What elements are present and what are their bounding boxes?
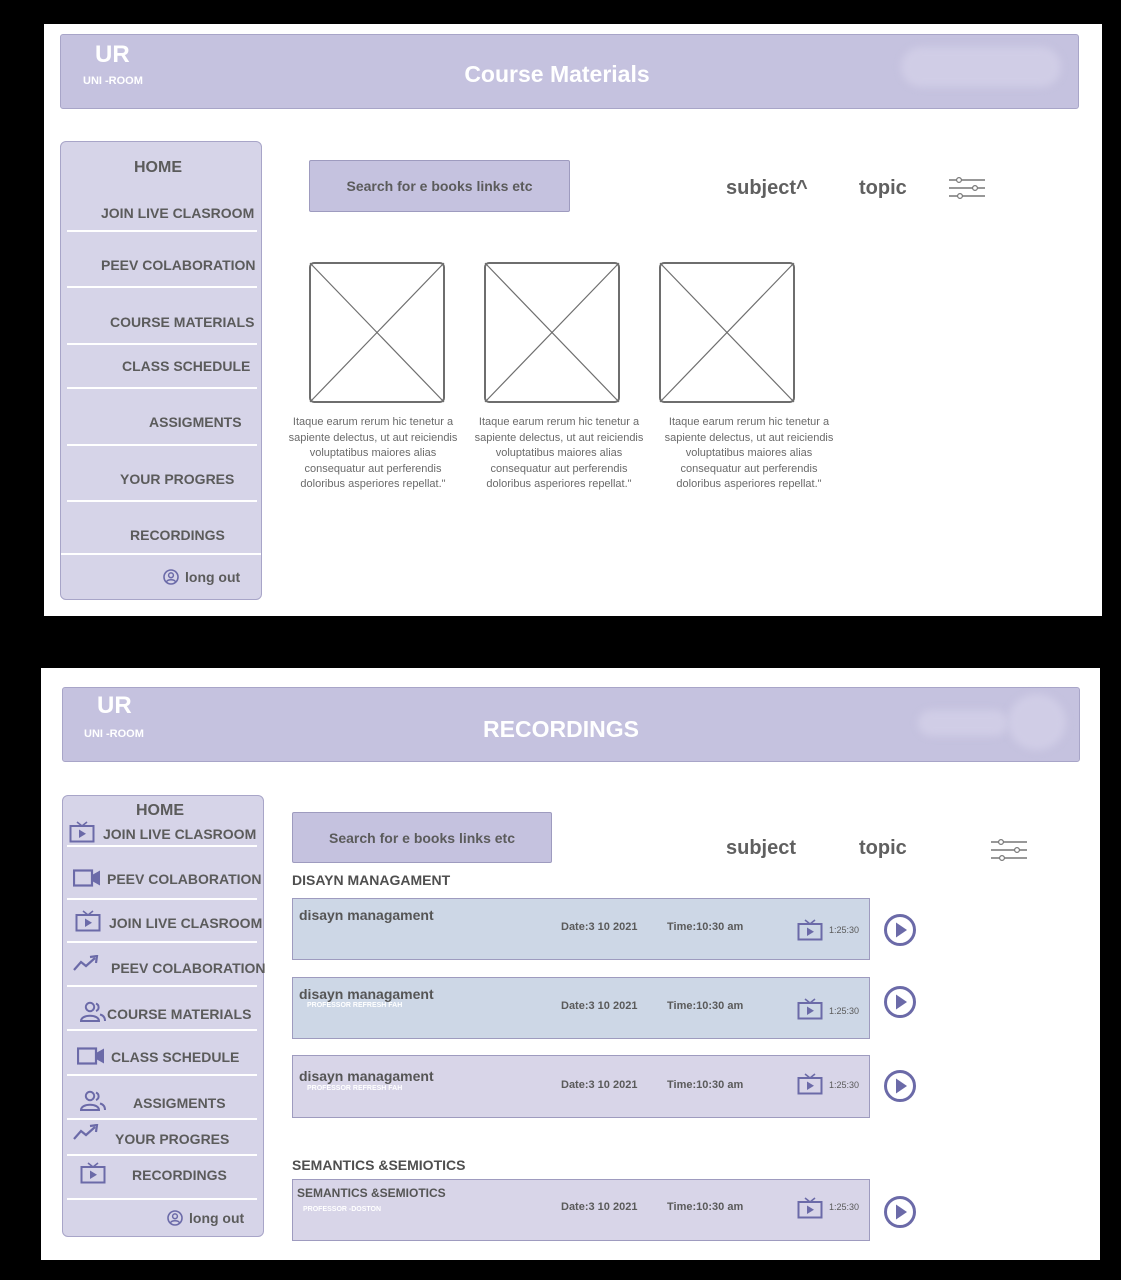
recording-duration: 1:25:30 xyxy=(829,1006,860,1016)
recording-professor: PROFESSOR REFRESH FAH xyxy=(307,1002,403,1009)
sidebar-item-label: JOIN LIVE CLASROOM xyxy=(109,915,263,931)
sidebar-item-label: CLASS SCHEDULE xyxy=(111,1049,240,1065)
sidebar-item-your-progress[interactable] xyxy=(73,1124,229,1147)
logout-button[interactable] xyxy=(167,1210,244,1226)
sidebar-item-label: JOIN LIVE CLASROOM xyxy=(103,826,257,842)
recording-date: Date:3 10 2021 xyxy=(561,921,638,933)
sidebar-item-label: YOUR PROGRES xyxy=(115,1131,230,1147)
divider xyxy=(67,1198,257,1200)
tv-play-icon xyxy=(797,998,823,1020)
divider xyxy=(67,845,257,847)
sidebar-item-label: RECORDINGS xyxy=(132,1167,227,1183)
trend-up-icon xyxy=(73,955,99,973)
recording-row[interactable] xyxy=(292,1055,870,1118)
video-camera-icon xyxy=(77,1047,105,1065)
logo[interactable]: UR xyxy=(95,41,130,68)
play-button-icon[interactable] xyxy=(884,914,916,946)
recording-duration: 1:25:30 xyxy=(829,1080,860,1090)
section-title: DISAYN MANAGAMENT xyxy=(292,872,451,888)
sidebar-item-label: PEEV COLABORATION xyxy=(111,960,266,976)
recording-row[interactable] xyxy=(292,898,870,960)
logout-label: long out xyxy=(189,1210,245,1226)
tv-play-icon xyxy=(69,821,95,843)
logo-subtitle: UNI -ROOM xyxy=(83,75,143,87)
trend-up-icon xyxy=(73,1124,99,1142)
sidebar-item-label: COURSE MATERIALS xyxy=(107,1006,252,1022)
recording-professor: PROFESSOR REFRESH FAH xyxy=(307,1085,403,1092)
sidebar-item-peer-collaboration[interactable]: PEEV COLABORATION xyxy=(101,257,256,273)
recording-professor: PROFESSOR -DOSTON xyxy=(303,1206,382,1213)
sidebar-item-join-live-classroom[interactable] xyxy=(69,821,256,843)
sidebar-item-label: PEEV COLABORATION xyxy=(107,871,262,887)
recording-title: disayn managament xyxy=(299,907,434,923)
header-bar xyxy=(60,34,1079,109)
search-input[interactable]: Search for e books links etc xyxy=(292,812,552,863)
sidebar-item-join-live-classroom[interactable]: JOIN LIVE CLASROOM xyxy=(101,205,255,221)
page-title: RECORDINGS xyxy=(483,716,639,742)
blur-smudge xyxy=(918,710,1008,736)
sidebar-item-your-progress[interactable]: YOUR PROGRES xyxy=(120,471,235,487)
divider xyxy=(61,553,261,555)
sidebar-item-label: ASSIGMENTS xyxy=(133,1095,226,1111)
divider xyxy=(67,230,257,232)
sidebar-item-course-materials[interactable]: COURSE MATERIALS xyxy=(110,314,255,330)
tv-play-icon xyxy=(797,1197,823,1219)
divider xyxy=(67,387,257,389)
image-placeholder[interactable] xyxy=(309,262,445,403)
logout-label: long out xyxy=(185,569,241,585)
users-icon xyxy=(79,1001,107,1023)
recording-time: Time:10:30 am xyxy=(667,1000,744,1012)
divider xyxy=(67,941,257,943)
sidebar-item-peer-collaboration[interactable] xyxy=(73,869,262,887)
sidebar-item-peer-collaboration[interactable] xyxy=(73,955,266,976)
divider xyxy=(67,898,257,900)
tv-play-icon xyxy=(797,1073,823,1095)
sidebar-item-assignments[interactable]: ASSIGMENTS xyxy=(149,414,242,430)
recording-title: disayn managament xyxy=(299,1068,434,1084)
section-title: SEMANTICS &SEMIOTICS xyxy=(292,1157,466,1173)
sidebar-item-class-schedule[interactable]: CLASS SCHEDULE xyxy=(122,358,251,374)
sidebar-item-assignments[interactable] xyxy=(79,1090,226,1112)
sidebar xyxy=(60,141,262,600)
image-placeholder[interactable] xyxy=(659,262,795,403)
blur-smudge xyxy=(901,47,1061,87)
filter-subject[interactable]: subject^ xyxy=(726,177,808,199)
divider xyxy=(67,1029,257,1031)
divider xyxy=(67,286,257,288)
sidebar-item-course-materials[interactable] xyxy=(79,1001,251,1023)
divider xyxy=(67,444,257,446)
sidebar-item-home[interactable]: HOME xyxy=(134,159,182,176)
recording-duration: 1:25:30 xyxy=(829,1202,860,1212)
recording-time: Time:10:30 am xyxy=(667,1079,744,1091)
filter-subject[interactable]: subject xyxy=(726,837,797,859)
card-description: Itaque earum rerum hic tenetur a sapiente delectus, ut aut reiciendis voluptatibus maiores alias consequatur aut perferendis doloribus asperiores repellat." xyxy=(664,416,834,491)
image-placeholder[interactable] xyxy=(484,262,620,403)
divider xyxy=(67,985,257,987)
card-description: Itaque earum rerum hic tenetur a sapiente delectus, ut aut reiciendis voluptatibus maiores alias consequatur aut perferendis doloribus asperiores repellat." xyxy=(474,416,644,491)
sidebar-item-home[interactable]: HOME xyxy=(136,802,184,819)
filter-topic[interactable]: topic xyxy=(859,177,907,199)
recording-duration: 1:25:30 xyxy=(829,925,860,935)
page-title: Course Materials xyxy=(464,61,650,87)
header-bar xyxy=(62,687,1080,762)
sidebar-item-recordings[interactable]: RECORDINGS xyxy=(130,527,225,543)
user-circle-icon xyxy=(163,569,179,585)
recording-date: Date:3 10 2021 xyxy=(561,1201,638,1213)
tv-play-icon xyxy=(80,1162,106,1184)
divider xyxy=(67,1118,257,1120)
sidebar xyxy=(62,795,264,1237)
user-circle-icon xyxy=(167,1210,183,1226)
blur-smudge xyxy=(1008,694,1066,750)
filter-settings-icon[interactable] xyxy=(948,176,986,202)
recording-title: disayn managament xyxy=(299,986,434,1002)
recording-time: Time:10:30 am xyxy=(667,1201,744,1213)
sidebar-item-recordings[interactable] xyxy=(80,1162,227,1184)
play-button-icon[interactable] xyxy=(884,1070,916,1102)
recording-row[interactable] xyxy=(292,1179,870,1241)
recording-date: Date:3 10 2021 xyxy=(561,1000,638,1012)
recording-row[interactable] xyxy=(292,977,870,1039)
logout-button[interactable] xyxy=(163,569,240,585)
filter-topic[interactable]: topic xyxy=(859,837,907,859)
recording-date: Date:3 10 2021 xyxy=(561,1079,638,1091)
sidebar-item-class-schedule[interactable] xyxy=(77,1047,239,1065)
search-input[interactable]: Search for e books links etc xyxy=(309,160,570,212)
card-description: Itaque earum rerum hic tenetur a sapiente delectus, ut aut reiciendis voluptatibus maiores alias consequatur aut perferendis doloribus asperiores repellat." xyxy=(288,416,458,491)
recording-time: Time:10:30 am xyxy=(667,921,744,933)
video-camera-icon xyxy=(73,869,101,887)
tv-play-icon xyxy=(75,910,101,932)
play-button-icon[interactable] xyxy=(884,986,916,1018)
course-materials-screen xyxy=(44,24,1102,616)
divider xyxy=(67,1074,257,1076)
tv-play-icon xyxy=(797,919,823,941)
filter-settings-icon[interactable] xyxy=(990,838,1028,864)
divider xyxy=(67,343,257,345)
play-button-icon[interactable] xyxy=(884,1196,916,1228)
recording-title: SEMANTICS &SEMIOTICS xyxy=(297,1186,446,1200)
logo-subtitle: UNI -ROOM xyxy=(84,728,144,740)
divider xyxy=(67,1154,257,1156)
divider xyxy=(67,500,257,502)
recordings-screen xyxy=(41,668,1100,1260)
logo[interactable]: UR xyxy=(97,692,132,719)
sidebar-item-join-live-classroom[interactable] xyxy=(75,910,262,932)
users-icon xyxy=(79,1090,107,1112)
